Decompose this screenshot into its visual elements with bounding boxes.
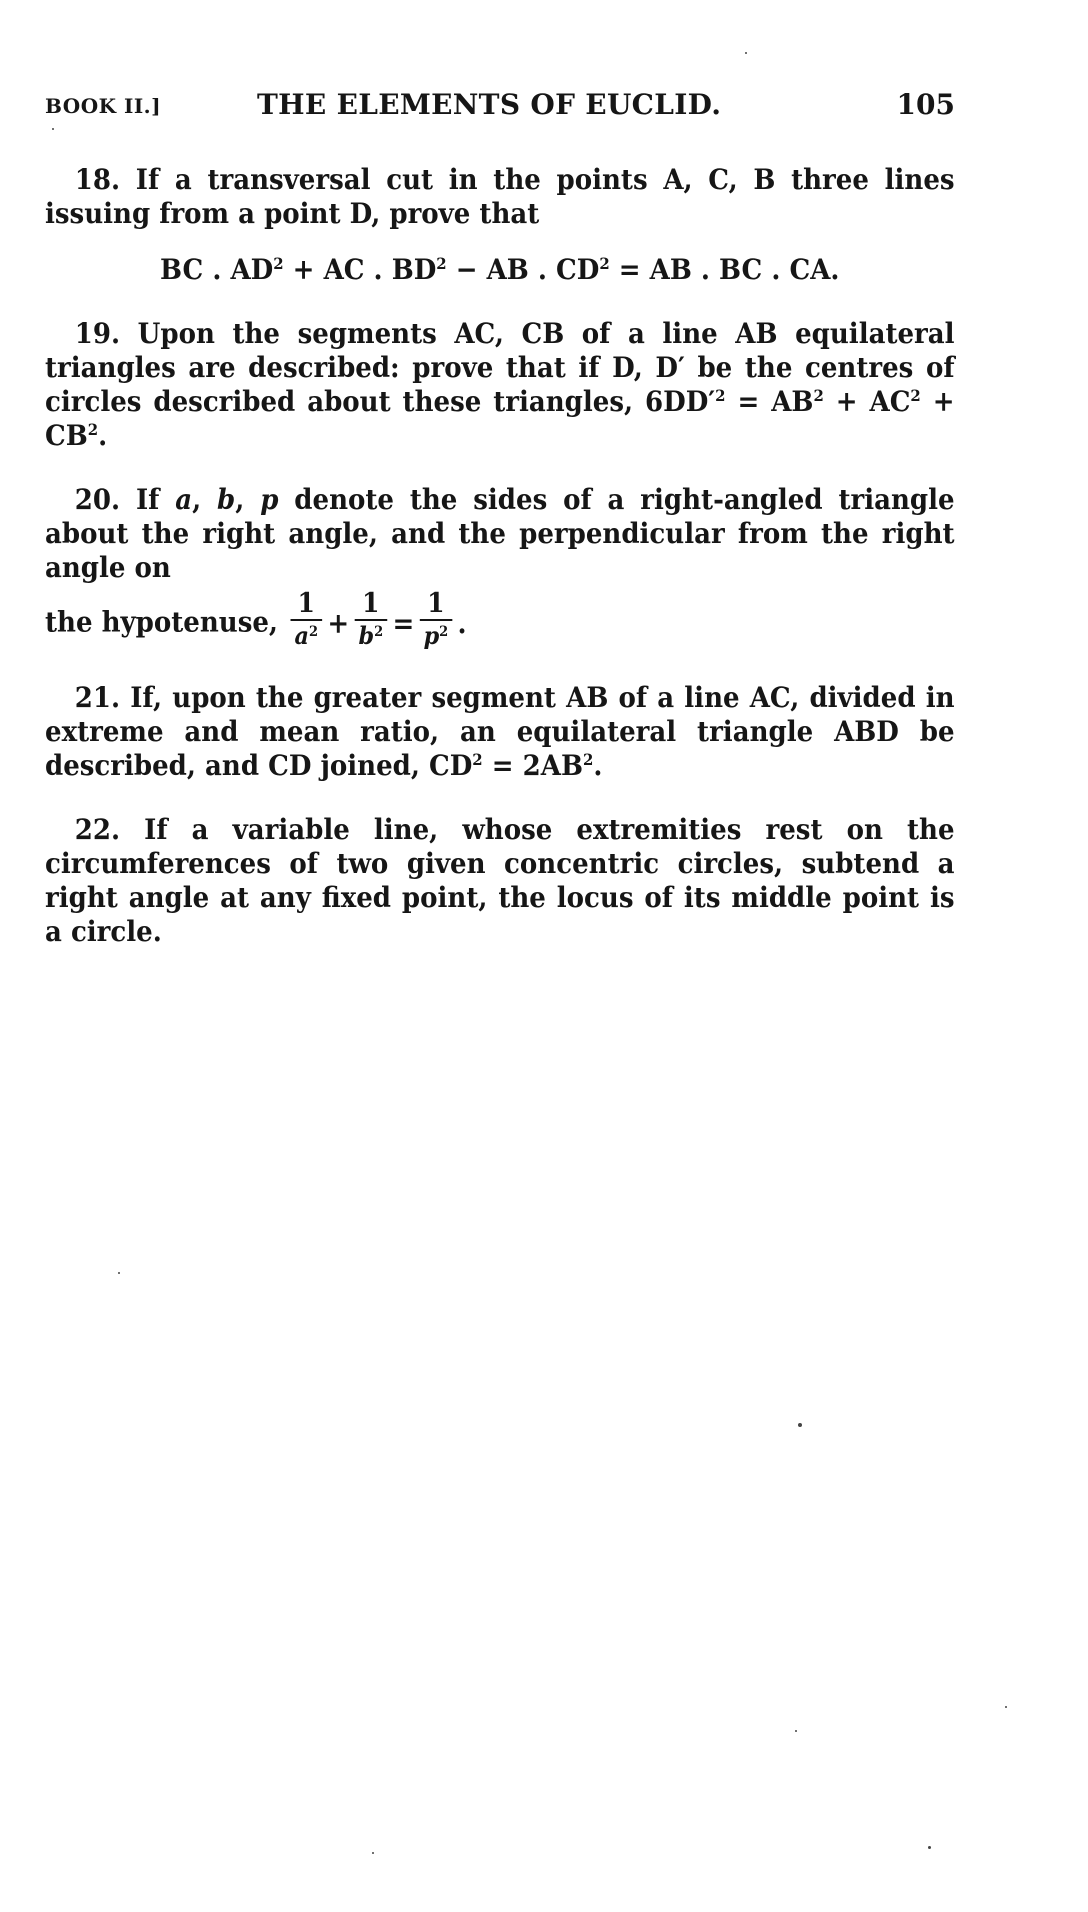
exercise-text: , (235, 483, 261, 516)
numerator: 1 (355, 589, 387, 621)
exponent: 2 (87, 420, 99, 439)
denominator: $p^2$ (423, 621, 449, 650)
book-page (45, 0, 955, 1912)
fraction-1-over-b2 (355, 589, 387, 651)
exercise-number: 21. (74, 681, 121, 714)
exercise-text: If, upon the greater segment AB of a line AC, divided in extreme and mean ratio, an equilateral triangle ABD be described, and CD joined, CD (45, 681, 955, 782)
fraction-1-over-p2 (420, 589, 452, 651)
exercise-number: 19. (74, 317, 121, 350)
exercise-text: If (135, 483, 176, 516)
denominator: $a^2$ (294, 621, 319, 650)
exercise-text: , (192, 483, 218, 516)
header-page-number: 105 (896, 88, 955, 121)
exercise-text: + AC (823, 385, 911, 418)
eq-term: + AC . BD (283, 253, 437, 286)
exercise-text: = 2AB (482, 749, 583, 782)
exercise-18 (45, 163, 955, 231)
scan-speck (795, 1730, 797, 1732)
header-title: THE ELEMENTS OF EUCLID. (257, 88, 722, 121)
numerator: 1 (420, 589, 452, 621)
exercise-number: 18. (74, 163, 121, 196)
eq-term: BC . AD (160, 253, 274, 286)
eq-exponent: 2 (273, 254, 284, 273)
exercise-18-equation (45, 253, 955, 287)
eq-term: − AB . CD (446, 253, 600, 286)
equals-sign: = (392, 607, 415, 640)
running-header (45, 88, 955, 128)
scan-speck (372, 1852, 374, 1854)
exercise-19 (45, 317, 955, 453)
exponent: 2 (813, 386, 824, 405)
exercise-text: Upon the segments AC, CB of a line AB equilateral triangles are described: prove that if D, D′ be the centres of circles described about these triangles, 6DD′ (45, 317, 955, 418)
eq-term: = AB . BC . CA. (609, 253, 840, 286)
exercise-text: . (98, 419, 108, 452)
exercise-21 (45, 681, 955, 783)
exercise-text: If a transversal cut in the points A, C, B three lines issuing from a point D, prove that (45, 163, 955, 230)
scan-speck (745, 52, 747, 54)
exponent: 2 (910, 386, 921, 405)
fraction-1-over-a2 (291, 589, 322, 651)
exercise-text: If a variable line, whose extremities rest on the circumferences of two given concentric circles, subtend a right angle at any fixed point, the locus of its middle point is a circle. (45, 813, 955, 948)
exercise-text: = AB (725, 385, 814, 418)
exercise-text: the hypotenuse, (45, 605, 278, 639)
exponent: 2 (472, 750, 483, 769)
exercise-20 (45, 483, 955, 585)
scan-speck (928, 1846, 931, 1849)
exercise-20-formula (45, 588, 955, 655)
exponent: 2 (715, 386, 726, 405)
exercise-22 (45, 813, 955, 949)
plus-sign: + (327, 607, 350, 640)
scan-speck (1005, 1706, 1007, 1708)
exercise-text: + CB (45, 385, 955, 452)
exercise-text: . (593, 749, 603, 782)
variable-a: a (175, 483, 193, 516)
exercise-number: 22. (74, 813, 121, 846)
period: . (457, 607, 467, 640)
scan-speck (52, 128, 54, 130)
variable-b: b (217, 483, 236, 516)
numerator: 1 (291, 589, 322, 621)
exercise-number: 20. (74, 483, 121, 516)
header-book: BOOK II.] (45, 94, 162, 118)
variable-p: p (260, 483, 279, 516)
exercise-list (45, 163, 955, 949)
denominator: $b^2$ (358, 621, 384, 650)
eq-exponent: 2 (599, 254, 610, 273)
scan-speck (118, 1272, 120, 1274)
eq-exponent: 2 (436, 254, 447, 273)
exponent: 2 (582, 750, 594, 769)
exercise-text: denote the sides of a right-angled triangle about the right angle, and the perpendicular from the right angle on (45, 483, 955, 584)
scan-speck (798, 1423, 802, 1427)
